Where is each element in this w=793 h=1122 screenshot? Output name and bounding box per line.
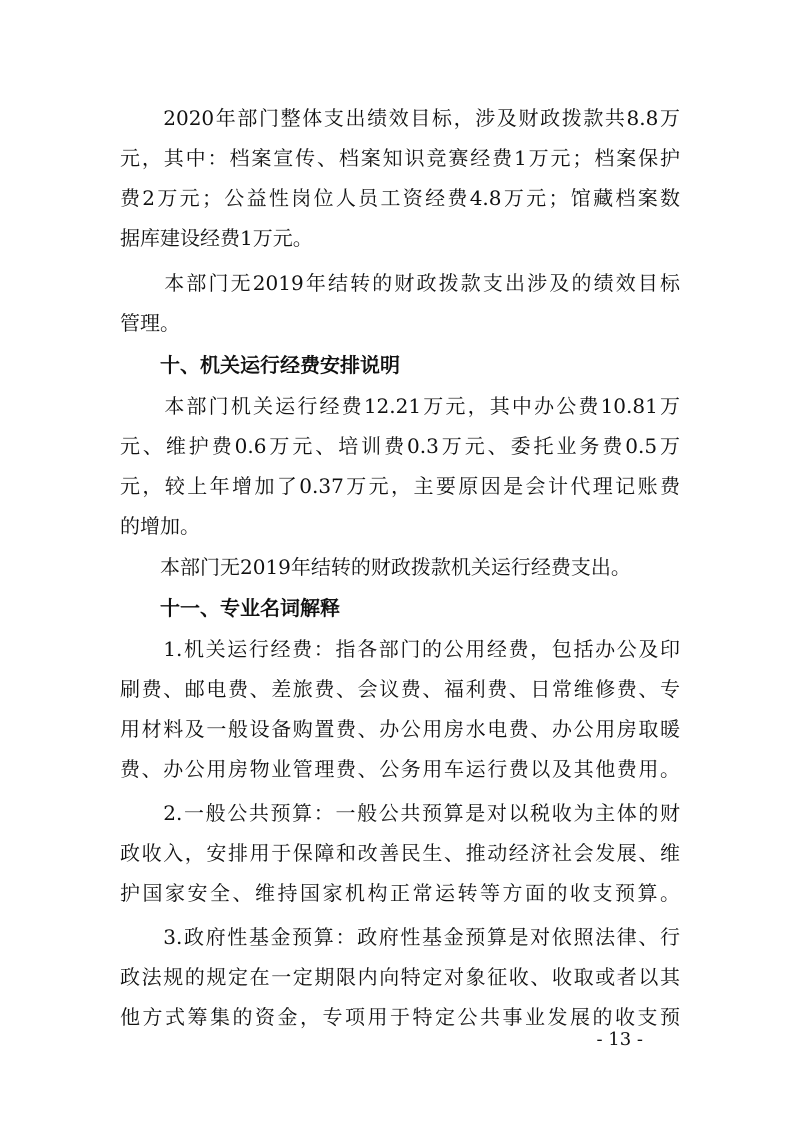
section-11-item-1-line-1: 1.机关运行经费：指各部门的公用经费，包括办公及印 [120, 637, 680, 661]
section-11-item-1-line-2: 刷费、邮电费、差旅费、会议费、福利费、日常维修费、专 [120, 677, 680, 701]
section-11-item-3-line-2: 政法规的规定在一定期限内向特定对象征收、收取或者以其 [120, 965, 680, 989]
paragraph-2-line-2: 管理。 [120, 311, 180, 335]
section-11-item-1-line-3: 用材料及一般设备购置费、办公用房水电费、办公用房取暖 [120, 717, 680, 741]
paragraph-1-line-1: 2020年部门整体支出绩效目标，涉及财政拨款共8.8万 [120, 106, 680, 130]
paragraph-1-line-3: 费2万元；公益性岗位人员工资经费4.8万元；馆藏档案数 [120, 186, 680, 210]
paragraph-1-line-2: 元，其中：档案宣传、档案知识竞赛经费1万元；档案保护 [120, 146, 680, 170]
section-10-paragraph-1-line-4: 的增加。 [120, 514, 200, 538]
section-11-item-3-line-3: 他方式筹集的资金，专项用于特定公共事业发展的收支预 [120, 1005, 680, 1029]
section-11-item-1-line-4: 费、办公用房物业管理费、公务用车运行费以及其他费用。 [120, 757, 680, 781]
section-10-heading: 十、机关运行经费安排说明 [120, 353, 400, 377]
paragraph-1-line-4: 据库建设经费1万元。 [120, 226, 313, 250]
section-11-item-2-line-2: 政收入，安排用于保障和改善民生、推动经济社会发展、维 [120, 841, 680, 865]
section-10-paragraph-2-line-1: 本部门无2019年结转的财政拨款机关运行经费支出。 [120, 555, 631, 579]
section-10-paragraph-1-line-2: 元、维护费0.6万元、培训费0.3万元、委托业务费0.5万 [120, 434, 680, 458]
page-number: - 13 - [596, 1029, 643, 1050]
section-11-heading: 十一、专业名词解释 [120, 596, 340, 620]
section-10-paragraph-1-line-1: 本部门机关运行经费12.21万元，其中办公费10.81万 [120, 394, 680, 418]
section-11-item-2-line-1: 2.一般公共预算：一般公共预算是对以税收为主体的财 [120, 801, 680, 825]
section-11-item-3-line-1: 3.政府性基金预算：政府性基金预算是对依照法律、行 [120, 925, 680, 949]
paragraph-2-line-1: 本部门无2019年结转的财政拨款支出涉及的绩效目标 [120, 271, 680, 295]
section-10-paragraph-1-line-3: 元，较上年增加了0.37万元，主要原因是会计代理记账费 [120, 474, 680, 498]
section-11-item-2-line-3: 护国家安全、维持国家机构正常运转等方面的收支预算。 [120, 881, 680, 905]
